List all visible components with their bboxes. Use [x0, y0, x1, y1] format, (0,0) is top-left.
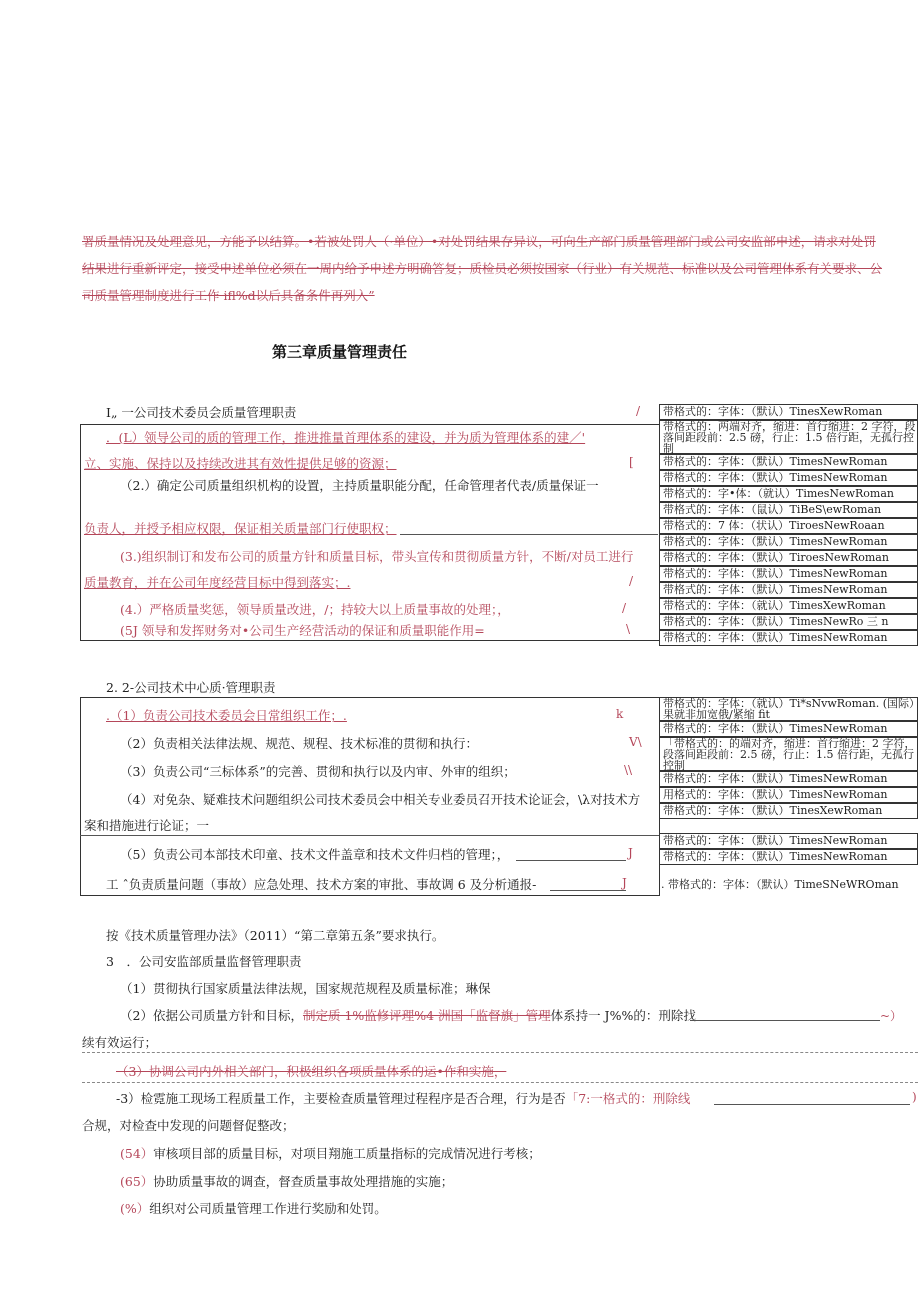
format-comment: 带格式的：字体：（就认）TimesXewRoman [659, 598, 918, 614]
section3-item-6: (65）协助质量事故的调查，督查质量事故处理措施的实施； [120, 1174, 454, 1189]
section3-dashed-rule-2 [82, 1082, 918, 1083]
section2-item-6: 工 ˆ负责质量问题（事故）应急处理、技术方案的审批、事故调 6 及分析通报- [106, 877, 537, 892]
format-comment: 带格式的：字体：（默认）TimesNewRoman [659, 849, 918, 865]
section2-heading: 2. 2-公司技术中心质·管理职责 [106, 680, 276, 695]
section1-item-1-cont: 立、实施、保持以及持续改进其有效性提供足够的资源； [84, 456, 397, 471]
section3-item-1: （1）贯彻执行国家质量法律法规，国家规范规程及质量标准；琳保 [120, 981, 491, 996]
intro-line-1: 署质量情况及处理意见，方能予以结算。•若被处罚人（·单位）•对处罚结果存异议，可向生产部门质量管理部门或公司安监部申述，请求对处罚 [82, 234, 876, 249]
section1-item-3-cont: 质量教育，并在公司年度经营目标中得到落实；. [84, 575, 351, 590]
comment-column-3 [659, 833, 918, 865]
section3-heading: 3 ．公司安监部质量监督管理职责 [106, 954, 302, 969]
format-comment: 带格式的：字体：（默认）TimesNewRoman [659, 470, 918, 486]
format-comment: 带格式的：字体：（默认）TimesNewRoman [659, 566, 918, 582]
format-comment: 带格式的：字体：（默认）TimesNewRoman [659, 771, 918, 787]
section2-item-3: （3）负责公司“三标体系”的完善、贯彻和执行以及内审、外审的组织； [120, 764, 516, 779]
section1-item-2-cont: 负责人，并授予相应权限，保证相关质量部门行使职权； [84, 521, 397, 536]
section2-item-4-cont: 案和措施进行论证；一 [84, 818, 210, 833]
section2-item-4: （4）对免杂、疑难技术问题组织公司技术委员会中相关专业委员召开技术论证会，\λ对技术方 [120, 792, 641, 807]
section2-mark-1: k [616, 707, 624, 721]
intro-line-2: 结果进行重新评定，接受申述单位必须在一周内给予申述方明确答复；质检员必须按国家（行业）有关规范、标准以及公司管理体系有关要求、公 [82, 261, 883, 276]
section1-item-5: (5J 领导和发挥财务对•公司生产经营活动的保证和质量职能作用= [120, 623, 485, 638]
format-comment: 带格式的：字体：（默认）TimesNewRo 三 n [659, 614, 918, 630]
format-comment: 带格式的：两端对齐，缩进：首行缩进：2 字符，段落间距段前：2.5 磅，行止：1.5 倍行距，无孤行控制 [659, 420, 918, 454]
section3-rule-1 [690, 1020, 880, 1021]
section3-item-2-tail: ~） [880, 1009, 903, 1023]
section1-item-3: (3.)组织制订和发布公司的质量方针和质量目标，带头宣传和贯彻质量方针，不断/对员工进行 [120, 549, 634, 564]
section1-heading: I„ 一公司技术委员会质量管理职责 [106, 405, 297, 420]
section1-item-2: （2.）确定公司质量组织机构的设置，主持质量职能分配，任命管理者代表/质量保证一 [120, 478, 599, 493]
section2-item-2: （2）负责相关法律法规、规范、规程、技术标准的贯彻和执行： [120, 736, 478, 751]
section3-refer: 按《技术质量管理办法》（2011）“第二章第五条”要求执行。 [106, 928, 445, 943]
section1-mark-5: \ [626, 622, 631, 636]
format-comment: 带格式的：字体：（默认）TinesXewRoman [659, 803, 918, 819]
section1-rule [400, 534, 658, 535]
format-comment: 带格式的：7 体：（状认）TiroesNewRoaan [659, 518, 918, 534]
format-comment: 带格式的：字体：（默认）TimesNewRoman [659, 534, 918, 550]
format-comment: 带格式的：字体：（默认）TimesNewRoman [659, 630, 918, 646]
section1-item-1: ．(L）领导公司的质的管理工作，推进推量首理体系的建设，并为质为管理体系的建／' [106, 430, 586, 445]
section3-rule-2 [714, 1104, 910, 1105]
format-comment: 带格式的：字•体：（就认）TimesNewRoman [659, 486, 918, 502]
format-comment: 带格式的：字体：（默认）TimesNewRoman [659, 582, 918, 598]
format-comment: 带格式的：字体：（默认）TimesNewRoman [659, 454, 918, 470]
section3-item-4-tail: ) [912, 1090, 917, 1104]
comment-column-2 [659, 697, 918, 819]
section1-mark-3: / [629, 574, 634, 588]
section2-rule-2 [550, 890, 626, 891]
section1-mark-2: [ [629, 455, 634, 469]
section3-item-4-cont: 合规，对检查中发现的问题督促整改； [82, 1118, 295, 1133]
format-comment: . 带格式的：字体：（默认）TimeSNeWROman [661, 878, 899, 891]
format-comment: 带格式的：字体：（鼠认）TiBeS\ewRoman [659, 502, 918, 518]
chapter-title: 第三章质量管理责任 [272, 343, 408, 361]
section1-mark-1: / [636, 404, 641, 418]
format-comment: 带格式的：字体：（默认）TiroesNewRoman [659, 550, 918, 566]
section3-item-3: （3）协调公司内外相关部门，积极组织各项质量体系的运•作和实施， [116, 1064, 507, 1079]
section2-mark-3: \\ [624, 763, 633, 777]
format-comment: 「带格式的：的端对齐，缩进：首行缩进：2 字符，段落间距段前：2.5 磅，行止：1.5 倍行距，无孤行控制 [659, 737, 918, 771]
format-comment: 带格式的：字体：（默认）TimesNewRoman [659, 833, 918, 849]
section2-mark-4: J [628, 846, 633, 860]
section2-mark-2: V\ [629, 735, 642, 749]
intro-line-3: 司质量管理制度进行工作 ifl%d以后具备条件再列入” [82, 288, 375, 303]
section2-divider [80, 835, 659, 836]
format-comment: 带格式的：字体：（默认）TinesXewRoman [659, 404, 918, 420]
section1-mark-4: / [622, 601, 627, 615]
section1-item-4: (4.）严格质量奖惩，领导质量改进，/；持较大以上质量事故的处理；， [120, 602, 510, 617]
section3-item-4: -3）检霓施工现场工程质量工作，主要检查质量管理过程程序是否合理，行为是否「7:一格式的：刑除线 [116, 1091, 691, 1106]
section2-item-5: （5）负责公司本部技术印童、技术文件盖章和技术文件归档的管理；， [120, 847, 510, 862]
section2-item-1: .（1）负责公司技术委员会日常组织工作；. [106, 708, 347, 723]
section3-item-5: (54）审核项目部的质量目标，对项目翔施工质量指标的完成情况进行考核； [120, 1146, 541, 1161]
format-comment: 用格式的：字体：（默认）TimesNewRoman [659, 787, 918, 803]
section3-item-7: (%）组织对公司质量管理工作进行奖励和处罚。 [120, 1201, 387, 1216]
format-comment: 带格式的：字体：（默认）TimesNewRoman [659, 721, 918, 737]
section3-item-2-cont: 续有效运行； [82, 1035, 158, 1050]
section2-mark-5: J [622, 876, 627, 890]
section3-dashed-rule [82, 1052, 918, 1053]
section2-rule-1 [516, 860, 626, 861]
section3-item-2: （2）依据公司质量方针和目标，制定质 1%监修评理%4 洲国「监督旗」管理体系持一 J%%的：刑除找 [120, 1008, 696, 1023]
format-comment: 带格式的：字体：（就认）Ti*sNvwRoman. (国际）果就非加宽俄/紧缩 fit [659, 697, 918, 721]
comment-column-1 [659, 404, 918, 646]
